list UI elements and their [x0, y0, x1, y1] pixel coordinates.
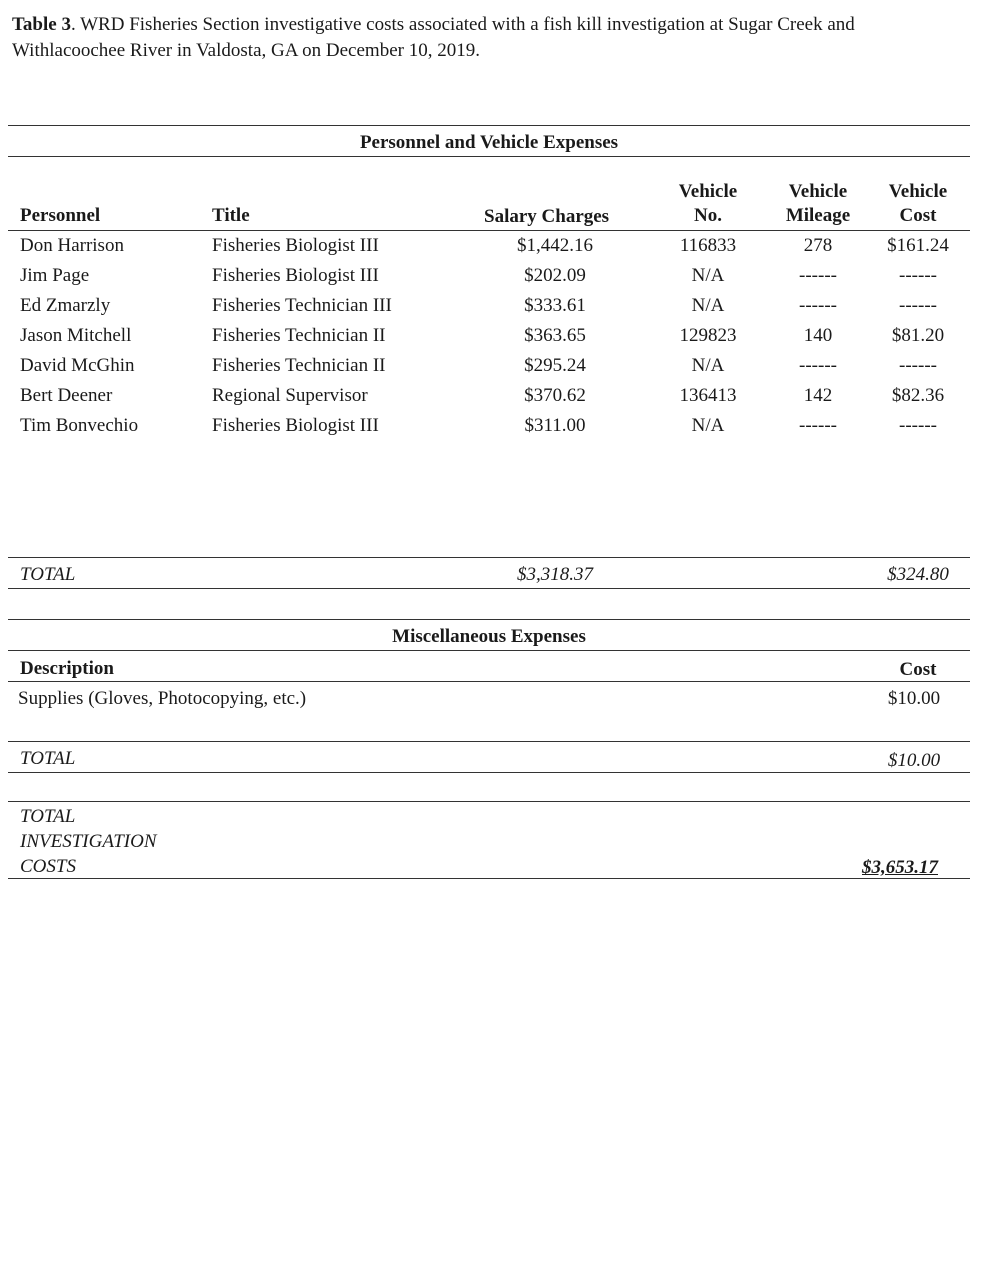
- rule-misc-header-bottom: [8, 681, 970, 682]
- personnel-total-label: TOTAL: [20, 564, 76, 585]
- table-row: [0, 264, 992, 294]
- table-caption: [12, 12, 972, 64]
- cell-mileage: 278: [803, 235, 833, 256]
- cell-title: Fisheries Biologist III: [212, 265, 379, 286]
- rule-misc-title: [8, 650, 970, 651]
- rule-misc-top: [8, 619, 970, 620]
- cell-title: Fisheries Biologist III: [212, 415, 379, 436]
- rule-header-bottom: [8, 230, 970, 231]
- rule-grand-top: [8, 801, 970, 802]
- cell-vehicle-no: 129823: [679, 325, 737, 346]
- misc-total-cost: $10.00: [887, 750, 941, 771]
- grand-total-label-line3: COSTS: [20, 856, 76, 877]
- header-vehicle-no-line2: No.: [694, 205, 722, 226]
- cell-title: Fisheries Technician II: [212, 355, 386, 376]
- rule-total-bottom: [8, 588, 970, 589]
- caption-label: Table 3: [12, 14, 71, 35]
- misc-section-title: Miscellaneous Expenses: [392, 626, 586, 647]
- table-row: [0, 234, 992, 264]
- cell-vehicle-cost: ------: [899, 355, 937, 376]
- header-vehicle-no-line1: Vehicle: [678, 181, 738, 202]
- table-row: [0, 414, 992, 444]
- cell-name: Ed Zmarzly: [20, 295, 111, 316]
- cell-vehicle-no: N/A: [691, 355, 725, 376]
- cell-salary: $1,442.16: [517, 235, 593, 256]
- header-vehicle-mileage-line2: Mileage: [785, 205, 851, 226]
- grand-total-label-line1: TOTAL: [20, 806, 76, 827]
- header-vehicle-no: [660, 180, 756, 228]
- table-row: [0, 384, 992, 414]
- cell-salary: $333.61: [524, 295, 586, 316]
- header-salary: Salary Charges: [484, 206, 610, 227]
- cell-mileage: ------: [799, 355, 837, 376]
- cell-salary: $311.00: [524, 415, 586, 436]
- table-row: [0, 354, 992, 384]
- cell-mileage: ------: [799, 415, 837, 436]
- caption-text: . WRD Fisheries Section investigative costs associated with a fish kill investigation at Sugar Creek and Withlacoochee River in Valdosta, GA on December 10, 2019.: [12, 14, 855, 61]
- grand-total-value: $3,653.17: [862, 857, 938, 878]
- cell-salary: $295.24: [524, 355, 586, 376]
- cell-vehicle-no: 116833: [679, 235, 737, 256]
- cell-vehicle-no: N/A: [691, 265, 725, 286]
- cell-name: Jason Mitchell: [20, 325, 132, 346]
- cell-mileage: 140: [803, 325, 833, 346]
- table-row: [0, 687, 992, 717]
- cell-name: Bert Deener: [20, 385, 113, 406]
- cell-title: Regional Supervisor: [212, 385, 368, 406]
- cell-title: Fisheries Technician II: [212, 325, 386, 346]
- cell-salary: $202.09: [524, 265, 586, 286]
- cell-vehicle-cost: ------: [899, 295, 937, 316]
- misc-total-label: TOTAL: [20, 748, 76, 769]
- cell-vehicle-no: N/A: [691, 415, 725, 436]
- header-description: Description: [20, 658, 114, 679]
- rule-grand-bottom: [8, 878, 970, 879]
- cell-title: Fisheries Technician III: [212, 295, 392, 316]
- cell-name: Tim Bonvechio: [20, 415, 139, 436]
- cell-vehicle-cost: $82.36: [891, 385, 945, 406]
- grand-total-label: [20, 804, 157, 879]
- header-vehicle-cost-line2: Cost: [899, 205, 937, 226]
- grand-total-label-line2: INVESTIGATION: [20, 831, 157, 852]
- header-misc-cost: Cost: [899, 659, 937, 680]
- cell-vehicle-no: 136413: [679, 385, 737, 406]
- rule-misc-total-top: [8, 741, 970, 742]
- cell-vehicle-cost: $161.24: [887, 235, 949, 256]
- header-vehicle-mileage: [770, 180, 866, 228]
- cell-name: David McGhin: [20, 355, 135, 376]
- cell-vehicle-cost: $81.20: [891, 325, 945, 346]
- cell-title: Fisheries Biologist III: [212, 235, 379, 256]
- cell-mileage: 142: [803, 385, 833, 406]
- cell-name: Don Harrison: [20, 235, 124, 256]
- cell-vehicle-cost: ------: [899, 265, 937, 286]
- table-row: [0, 324, 992, 354]
- cell-salary: $370.62: [524, 385, 586, 406]
- header-vehicle-cost-line1: Vehicle: [888, 181, 948, 202]
- cell-mileage: ------: [799, 295, 837, 316]
- cell-salary: $363.65: [524, 325, 586, 346]
- header-personnel: Personnel: [20, 205, 101, 226]
- cell-description: Supplies (Gloves, Photocopying, etc.): [18, 688, 307, 709]
- rule-top: [8, 125, 970, 126]
- cell-mileage: ------: [799, 265, 837, 286]
- cell-name: Jim Page: [20, 265, 90, 286]
- cell-vehicle-no: N/A: [691, 295, 725, 316]
- rule-section-title: [8, 156, 970, 157]
- personnel-total-salary: $3,318.37: [517, 564, 593, 585]
- rule-total-top: [8, 557, 970, 558]
- personnel-section-title: Personnel and Vehicle Expenses: [359, 132, 619, 153]
- table-row: [0, 294, 992, 324]
- personnel-total-cost: $324.80: [887, 564, 949, 585]
- rule-misc-total-bottom: [8, 772, 970, 773]
- header-vehicle-cost: [870, 180, 966, 228]
- cell-vehicle-cost: ------: [899, 415, 937, 436]
- cell-misc-cost: $10.00: [887, 688, 941, 709]
- header-title: Title: [212, 205, 250, 226]
- header-vehicle-mileage-line1: Vehicle: [788, 181, 848, 202]
